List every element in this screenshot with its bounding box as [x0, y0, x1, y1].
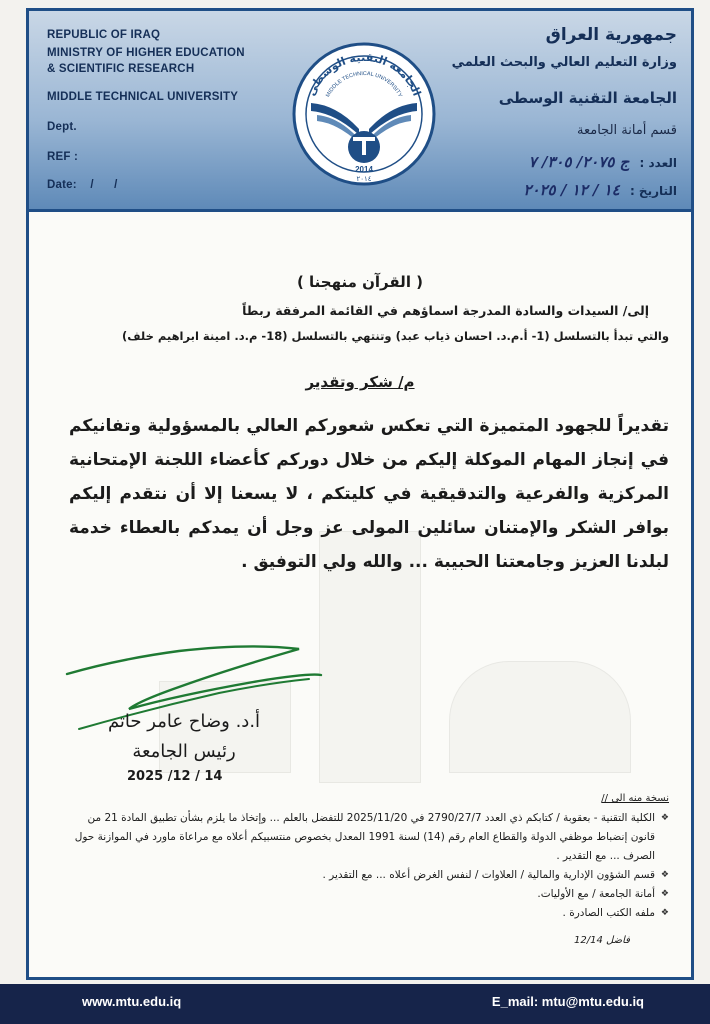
ar-ministry: وزارة التعليم العالي والبحث العلمي	[451, 55, 677, 70]
signer-title: رئيس الجامعة	[132, 741, 236, 762]
ar-date-row	[523, 181, 677, 199]
recipient-line: إلى/ السيدات والسادة المدرجة اسماؤهم في القائمة المرفقة ربطاً	[242, 303, 649, 318]
copy-item: ❖ أمانة الجامعة / مع الأوليات.	[69, 885, 669, 904]
copies-heading: نسخة منه الى //	[601, 793, 669, 804]
en-date-label: Date: / /	[47, 179, 118, 191]
ar-number-value: ج ٢٠٧٥/ ٣٠٥/ ٧	[528, 153, 630, 171]
en-dept-label: Dept.	[47, 121, 77, 133]
en-republic: REPUBLIC OF IRAQ	[47, 29, 161, 41]
letter-body: تقديراً للجهود المتميزة التي تعكس شعوركم العالي بالمسؤولية وتفانيكم في إنجاز المهام الموكلة إليكم من خلال دوركم كأعضاء اللجنة الإمتحانية المركزية والفرعية والتدقيقية في كليتكم ، لا يسعنا إلا أن نتقدم إليكم بوافر الشكر والإمتنان سائلين المولى عز وجل أن يمدكم بالعطاء خدمة لبلدنا العزيز وجامعتنا الحبيبة ... والله ولي التوفيق .	[69, 416, 669, 572]
ar-number-label: العدد :	[639, 156, 677, 170]
recipient-range: والتي تبدأ بالتسلسل (1- أ.م.د. احسان ذياب عبد) وتنتهي بالتسلسل (18- م.د. امينة ابراهيم خلف)	[121, 329, 669, 343]
logo-ar-name: الجامعة التقنية الوسطى	[304, 50, 424, 98]
logo-year: 2014	[355, 165, 373, 174]
en-ref-label: REF :	[47, 151, 79, 163]
en-ministry: MINISTRY OF HIGHER EDUCATION	[47, 47, 245, 59]
ar-republic: جمهورية العراق	[545, 25, 677, 45]
letter-sheet	[26, 8, 694, 980]
copy-item: ❖ قسم الشؤون الإدارية والمالية / العلاوات / لنفس الغرض أعلاه ... مع التقدير .	[69, 866, 669, 885]
typist-initials: فاضل 12/14	[574, 935, 630, 946]
letterhead	[29, 11, 691, 212]
en-research: & SCIENTIFIC RESEARCH	[47, 63, 195, 75]
sign-date: 2025 /12 / 14	[127, 769, 223, 784]
signer-name: أ.د. وضاح عامر حاتم	[107, 711, 261, 732]
motto: ( القرآن منهجنا )	[296, 273, 424, 291]
email-link[interactable]: E_mail: mtu@mtu.edu.iq	[491, 994, 644, 1009]
logo-en-name: MIDDLE TECHNICAL UNIVERSITY	[325, 70, 403, 99]
ar-date-label: التاريخ :	[629, 184, 677, 198]
ar-number-row	[529, 153, 677, 171]
copy-item: ❖ الكلية التقنية - بعقوبة / كتابكم ذي العدد 2790/27/7 في 2025/11/20 للتفضل بالعلم ... وإتخاذ ما يلزم بشأن تطبيق المادة 21 من قانون إنضباط موظفي الدولة والقطاع العام رقم (14) لسنة 1991 المعدل بخصوص منتسبيكم أعلاه مع مراعاة ماورد في الموازنة حول الصرف ... مع التقدير .	[69, 809, 669, 866]
ar-university: الجامعة التقنية الوسطى	[498, 89, 677, 107]
copy-item: ❖ ملفه الكتب الصادرة .	[69, 904, 669, 923]
watermark-arch-building	[449, 661, 631, 773]
ar-dept: قسم أمانة الجامعة	[577, 123, 677, 138]
ar-date-value: ١٤ / ١٢ / ٢٠٢٥	[523, 181, 620, 199]
website-link[interactable]: www.mtu.edu.iq	[82, 994, 182, 1009]
footer-bar	[0, 984, 710, 1024]
copies-list	[69, 809, 669, 923]
university-logo	[289, 39, 439, 189]
en-university: MIDDLE TECHNICAL UNIVERSITY	[47, 91, 239, 103]
logo-year-ar: ٢٠١٤	[356, 175, 372, 183]
subject: م/ شكر وتقدير	[305, 373, 415, 391]
